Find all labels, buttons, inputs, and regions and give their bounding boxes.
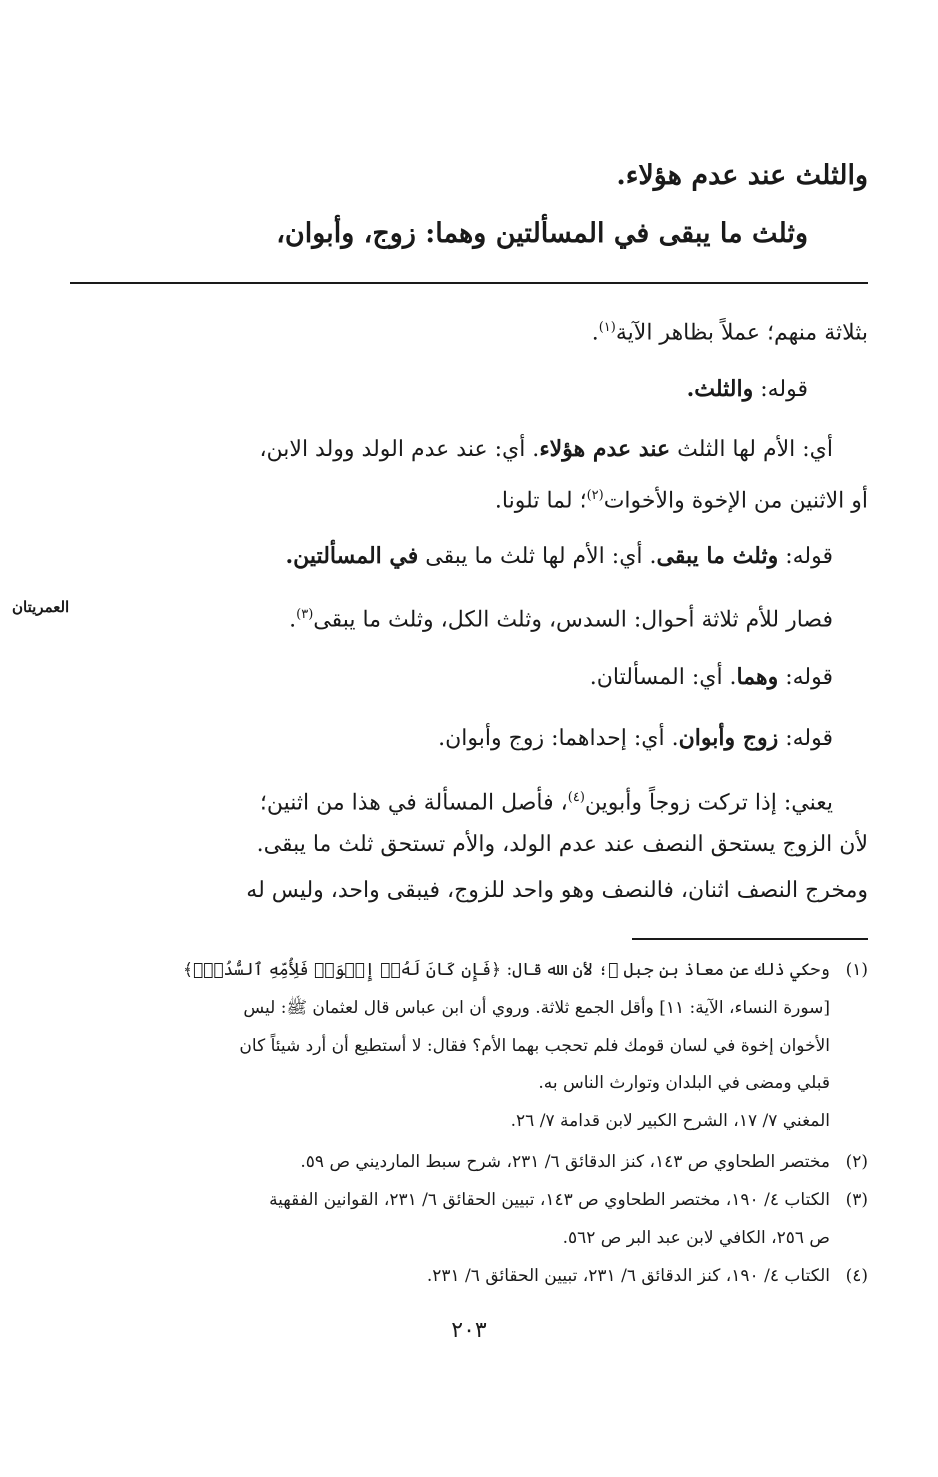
footnote-ref: (٢): [586, 488, 604, 503]
sharh-line-7: [70, 662, 833, 693]
footnote-2-num: (٢): [845, 1152, 868, 1172]
footnote-ref: (٤): [567, 790, 585, 805]
footnote-3-line-1: الكتاب ٤/ ١٩٠، مختصر الطحاوي ص ١٤٣، تبيين الحقائق ٦/ ٢٣١، القوانين الفقهية: [269, 1190, 830, 1210]
footnote-3-num: (٣): [845, 1190, 868, 1210]
quoted-matn: والثلث.: [686, 376, 754, 402]
text: . أي: الأم لها ثلث ما يبقى: [418, 544, 657, 569]
sharh-line-6: [70, 600, 833, 635]
text: قوله:: [753, 377, 808, 402]
text: .: [289, 607, 297, 633]
text: ؛ لما تلونا.: [494, 488, 587, 514]
text: . أي: المسألتان.: [589, 665, 737, 690]
matn-line-2: وثلث ما يبقى في المسألتين وهما: زوج، وأبوان،: [276, 218, 808, 249]
text: أي: الأم لها الثلث: [670, 437, 833, 462]
text: فصار للأم ثلاثة أحوال: السدس، وثلث الكل، وثلث ما يبقى: [313, 607, 833, 633]
text: ، فأصل المسألة في هذا من اثنين؛: [259, 790, 568, 816]
quoted-matn: وهما: [736, 664, 779, 690]
footnote-1-line-4: قبلي ومضى في البلدان وتوارث الناس به.: [538, 1073, 830, 1093]
footnote-1-line-2: [سورة النساء، الآية: ١١] وأقل الجمع ثلاثة. وروي أن ابن عباس قال لعثمان ﷺ: ليس: [243, 998, 830, 1018]
sharh-line-9: [70, 783, 833, 818]
quoted-matn: وثلث ما يبقى: [656, 543, 779, 569]
sharh-line-2: [70, 374, 808, 405]
footnote-ref: (١): [598, 320, 616, 335]
text: قوله:: [778, 665, 833, 690]
sharh-line-8: [70, 723, 833, 754]
footnote-1-line-1: وحكي ذلك عن معاذ بن جبل ﷺ؛ لأن الله قال: ﴿فَإِن كَانَ لَهُۥٓ إِخۡوَةٞ فَلِأُمِّهِ ٱلسُّدُسُۚ﴾: [182, 960, 830, 980]
quoted-matn: في المسألتين.: [285, 543, 419, 569]
footnote-4-num: (٤): [845, 1266, 868, 1286]
sharh-line-10: لأن الزوج يستحق النصف عند عدم الولد، والأم تستحق ثلث ما يبقى.: [256, 832, 868, 857]
sharh-line-3: [70, 434, 833, 465]
text: . أي: إحداهما: زوج وأبوان.: [438, 726, 679, 751]
footnote-2-line-1: مختصر الطحاوي ص ١٤٣، كنز الدقائق ٦/ ٢٣١، شرح سبط المارديني ص ٥٩.: [300, 1152, 830, 1172]
footnote-4-line-1: الكتاب ٤/ ١٩٠، كنز الدقائق ٦/ ٢٣١، تبيين الحقائق ٦/ ٢٣١.: [426, 1266, 830, 1286]
matn-line-1: والثلث عند عدم هؤلاء.: [616, 160, 868, 191]
text: يعني: إذا تركت زوجاً وأبوين: [584, 790, 833, 816]
text: .: [591, 320, 599, 346]
text: قوله:: [778, 544, 833, 569]
sharh-line-11: ومخرج النصف اثنان، فالنصف وهو واحد للزوج، فيبقى واحد، وليس له: [246, 878, 868, 903]
footnote-separator: [632, 938, 868, 940]
page-number: ٢٠٣: [451, 1318, 487, 1343]
text: أو الاثنين من الإخوة والأخوات: [603, 488, 868, 514]
text: قوله:: [778, 726, 833, 751]
matn-separator: [70, 282, 868, 284]
sharh-line-1: [70, 313, 868, 348]
footnote-ref: (٣): [296, 607, 314, 622]
footnote-1-line-3: الأخوان إخوة في لسان قومك فلم تحجب بهما الأم؟ فقال: لا أستطيع أن أرد شيئاً كان: [239, 1036, 830, 1056]
quoted-matn: عند عدم هؤلاء: [539, 436, 671, 462]
text: بثلاثة منهم؛ عملاً بظاهر الآية: [615, 320, 868, 346]
side-note: العمريتان: [12, 598, 70, 616]
quoted-matn: زوج وأبوان: [678, 725, 779, 751]
footnote-3-line-2: ص ٢٥٦، الكافي لابن عبد البر ص ٥٦٢.: [562, 1228, 830, 1248]
sharh-line-4: [70, 481, 868, 516]
footnote-1-line-5: المغني ٧/ ١٧، الشرح الكبير لابن قدامة ٧/ ٢٦.: [510, 1111, 830, 1131]
sharh-line-5: [70, 541, 833, 572]
footnote-1-num: (١): [845, 960, 868, 980]
text: . أي: عند عدم الولد وولد الابن،: [259, 437, 540, 462]
